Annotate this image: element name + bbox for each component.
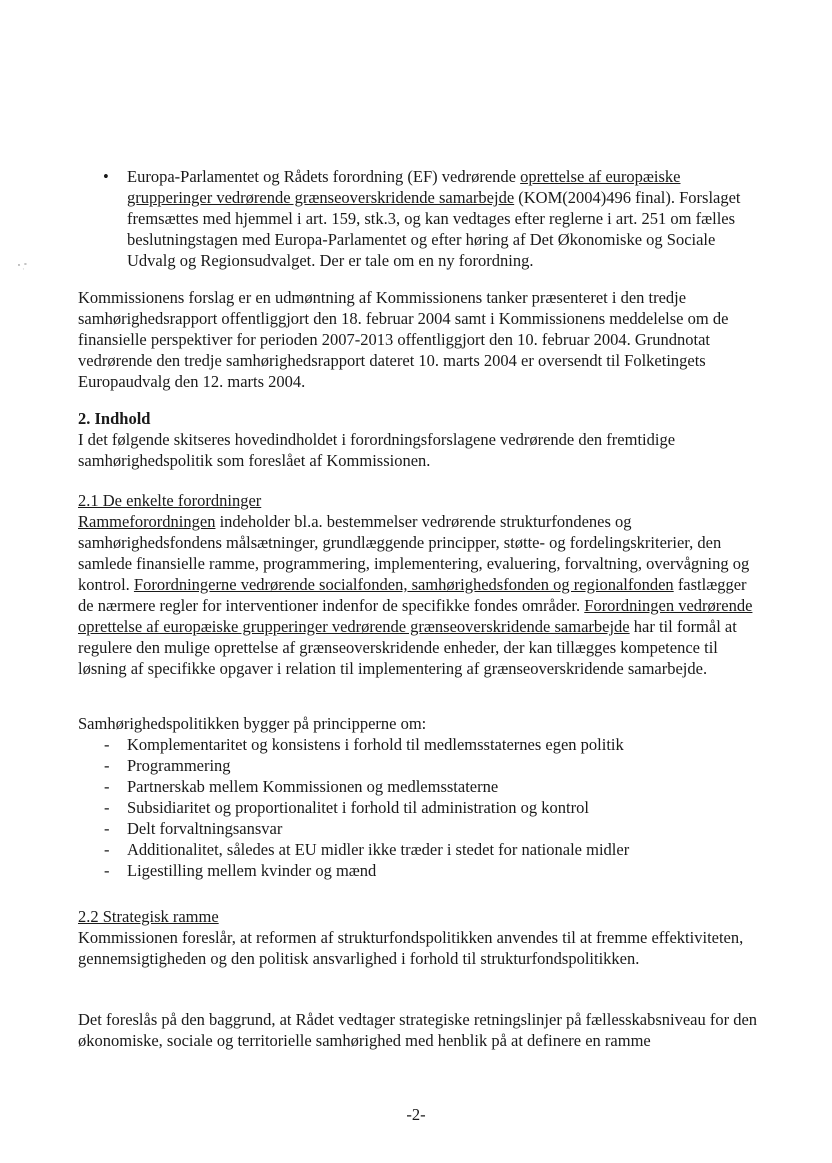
section-2-1-text-part: har til formål at regulere den mulige oprettelse af grænseoverskridende enheder, der kan tillægges kompetence til løsning af specifikke opgaver i relation til implementering af grænseoverskridende samarbejde.	[78, 617, 737, 678]
section-2-1-heading: 2.1 De enkelte forordninger	[78, 491, 262, 510]
bullet-text	[127, 166, 743, 271]
list-item: - Subsidiaritet og proportionalitet i forhold til administration og kontrol	[78, 797, 758, 818]
section-2-text: I det følgende skitseres hovedindholdet i forordningsforslagene vedrørende den fremtidige samhørighedspolitik som foreslået af Kommissionen.	[78, 430, 676, 470]
section-2-1-text	[78, 511, 758, 679]
underlined-term-fund-regulations: Forordningerne vedrørende socialfonden, samhørighedsfonden og regionalfonden	[133, 575, 674, 594]
principles-intro: Samhørighedspolitikken bygger på principperne om:	[78, 714, 427, 733]
section-2-1-text-part: indeholder bl.a. bestemmelser vedrørende strukturfondenes og samhørighedsfondens målsætninger, grundlæggende principper, støtte- og fordelingskriterier, den samlede finansielle ramme, programmering, implementering, evaluering, forvaltning, overvågning og kontrol.	[78, 512, 750, 594]
section-2-2-text: Kommissionen foreslår, at reformen af strukturfondspolitikken anvendes til at fremme effektiviteten, gennemsigtigheden og den politisk ansvarlighed i forhold til strukturfondspolitikken.	[78, 928, 744, 968]
list-item: - Programmering	[78, 755, 758, 776]
principles-list	[78, 734, 758, 881]
list-item: - Delt forvaltningsansvar	[78, 818, 758, 839]
section-2-1	[78, 490, 758, 679]
paragraph-last: Det foreslås på den baggrund, at Rådet vedtager strategiske retningslinjer på fællesskabsniveau for den økonomiske, sociale og territorielle samhørighed med henblik på at definere en ramme	[78, 1010, 758, 1050]
section-2-1-text-part: fastlægger de nærmere regler for interventioner indenfor de specifikke fondes områder.	[78, 575, 747, 615]
list-item: - Ligestilling mellem kvinder og mænd	[78, 860, 758, 881]
scan-artifact: ⁿ ˌ˭	[18, 262, 27, 270]
underlined-term-egtc-regulation: Forordningen vedrørende oprettelse af europæiske grupperinger vedrørende grænseoverskridende samarbejde	[78, 596, 753, 636]
underlined-term-rammeforordningen: Rammeforordningen	[78, 512, 216, 531]
section-2	[78, 408, 758, 471]
list-item: - Additionalitet, således at EU midler ikke træder i stedet for nationale midler	[78, 839, 758, 860]
principles-section	[78, 713, 758, 881]
section-2-2-heading: 2.2 Strategisk ramme	[78, 907, 219, 926]
bullet-suffix: (KOM(2004)496 final). Forslaget fremsættes med hjemmel i art. 159, stk.3, og kan vedtages efter reglerne i art. 251 om fælles beslutningstagen med Europa-Parlamentet og efter høring af Det Økonomiske og Sociale Udvalg og Regionsudvalget. Der er tale om en ny forordning.	[127, 188, 741, 270]
bullet-prefix: Europa-Parlamentet og Rådets forordning (EF) vedrørende	[127, 167, 521, 186]
section-2-2	[78, 906, 758, 969]
list-item: - Partnerskab mellem Kommissionen og medlemsstaterne	[78, 776, 758, 797]
bullet-icon: •	[103, 167, 109, 186]
page-number: -2-	[406, 1105, 426, 1124]
section-2-heading: 2. Indhold	[78, 409, 151, 428]
paragraph-intro: Kommissionens forslag er en udmøntning af Kommissionens tanker præsenteret i den tredje samhørighedsrapport offentliggjort den 18. februar 2004 samt i Kommissionens meddelelse om de finansielle perspektiver for perioden 2007-2013 offentliggjort den 10. februar 2004. Grundnotat vedrørende den tredje samhørighedsrapport dateret 10. marts 2004 er oversendt til Folketingets Europaudvalg den 12. marts 2004.	[78, 288, 729, 391]
list-item: - Komplementaritet og konsistens i forhold til medlemsstaternes egen politik	[78, 734, 758, 755]
bullet-underlined-title: oprettelse af europæiske grupperinger vedrørende grænseoverskridende samarbejde	[127, 167, 681, 207]
bullet-item	[103, 166, 743, 271]
